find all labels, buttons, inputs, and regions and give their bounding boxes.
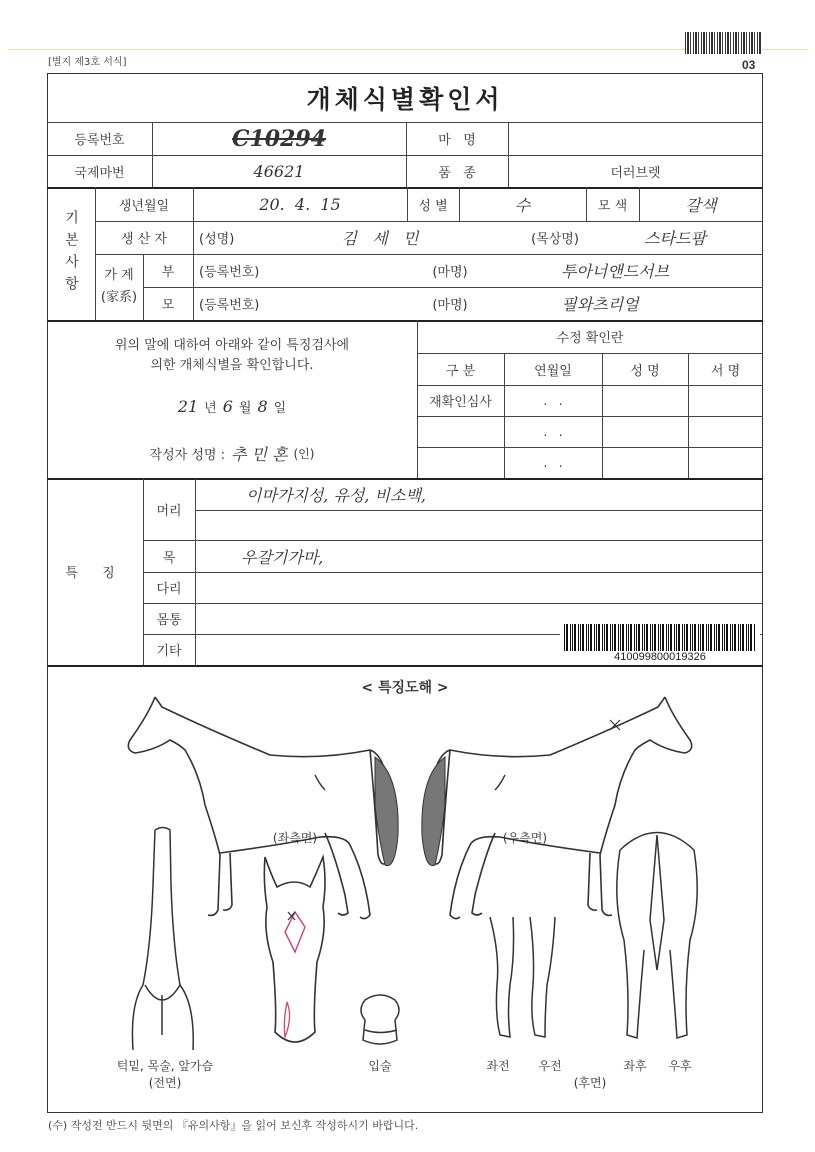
left-fore-label: 좌전 xyxy=(486,1058,510,1073)
writer-label: 작성자 성명 : xyxy=(149,447,225,463)
top-barcode xyxy=(685,32,762,54)
front-label: 턱밑, 목술, 앞가슴 xyxy=(116,1058,214,1073)
sex-value[interactable]: 수 xyxy=(514,195,531,215)
sire-name-value[interactable]: 투아너앤드서브 xyxy=(560,262,670,281)
revision-row-3-name[interactable] xyxy=(602,447,688,478)
pedigree-label: 가 계 xyxy=(104,268,134,283)
page-title: 개체식별확인서 xyxy=(306,84,504,114)
body-value[interactable] xyxy=(200,603,540,634)
front-view-label: (전면) xyxy=(148,1075,182,1090)
revision-row-3-signature[interactable] xyxy=(688,447,763,478)
left-hind-label: 좌후 xyxy=(623,1058,647,1073)
barcode-sticker xyxy=(560,622,760,662)
horse-lips-icon xyxy=(355,990,405,1050)
head-value[interactable]: 이마가지성, 유성, 비소백, xyxy=(246,485,426,505)
dam-label: 모 xyxy=(161,298,175,313)
revision-row-1-signature[interactable] xyxy=(688,385,763,416)
statement-line-2: 의한 개체식별을 확인합니다. xyxy=(150,357,314,373)
revision-row-1-name[interactable] xyxy=(602,385,688,416)
date-month-label: 월 xyxy=(238,400,252,416)
breed-label: 품 종 xyxy=(438,165,476,181)
farm-label: (목상명) xyxy=(531,232,579,247)
horse-name-label: 마 명 xyxy=(438,133,476,148)
birth-date-label: 생년월일 xyxy=(118,198,170,214)
dam-name-label: (마명) xyxy=(432,298,468,313)
coat-color-value[interactable]: 갈색 xyxy=(685,195,717,215)
lips-label: 입술 xyxy=(368,1058,392,1073)
dam-regno-label: (등록번호) xyxy=(199,298,260,313)
horse-fore-legs-icon xyxy=(485,915,560,1045)
revision-row-3-type[interactable] xyxy=(417,447,504,478)
body-label: 몸통 xyxy=(156,613,182,628)
horse-front-chest-icon xyxy=(125,825,200,1055)
revision-header-date: 연월일 xyxy=(534,363,572,379)
divider xyxy=(195,510,763,511)
writer-name[interactable]: 추 민 혼 xyxy=(230,444,288,464)
revision-title: 수정 확인란 xyxy=(556,331,624,346)
farm-value[interactable]: 스타드팜 xyxy=(644,229,706,248)
revision-header-name: 성 명 xyxy=(630,363,660,379)
breeder-label: 생 산 자 xyxy=(121,232,167,247)
left-side-label: (좌측면) xyxy=(272,830,318,845)
rear-view-label: (후면) xyxy=(573,1075,607,1090)
intl-no-value[interactable]: 46621 xyxy=(253,161,305,181)
date-year[interactable]: 21 xyxy=(177,396,199,416)
pedigree-hanja: (家系) xyxy=(100,290,138,305)
form-code: [별지 제3호 서식] xyxy=(48,57,127,68)
neck-value[interactable]: 우갈기가마, xyxy=(241,547,324,567)
breeder-name-value[interactable]: 김 세 민 xyxy=(341,229,419,248)
dam-name-value[interactable]: 필와츠리얼 xyxy=(561,295,639,314)
intl-no-label: 국제마번 xyxy=(74,165,125,181)
date-day[interactable]: 8 xyxy=(257,396,268,416)
revision-row-3-date[interactable]: . . xyxy=(543,455,563,470)
pedigree-label-group xyxy=(95,254,143,320)
confirmation-date xyxy=(47,393,417,419)
legs-value[interactable] xyxy=(200,572,760,603)
right-fore-label: 우전 xyxy=(538,1058,562,1073)
date-year-label: 년 xyxy=(204,400,217,416)
reg-no-label: 등록번호 xyxy=(74,133,125,148)
coat-color-label: 모 색 xyxy=(597,198,628,214)
other-label: 기타 xyxy=(156,644,182,659)
neck-label: 목 xyxy=(162,550,176,566)
birth-date-value[interactable]: 20. 4. 15 xyxy=(259,194,341,214)
date-day-label: 일 xyxy=(273,400,287,416)
seal-label: (인) xyxy=(293,446,315,461)
sire-name-label: (마명) xyxy=(432,265,468,280)
revision-row-2-name[interactable] xyxy=(602,416,688,447)
breeder-name-label: (성명) xyxy=(199,232,235,247)
right-hind-label: 우후 xyxy=(668,1058,692,1073)
barcode-bars xyxy=(564,624,756,651)
head-label: 머리 xyxy=(156,503,182,519)
right-side-label: (우측면) xyxy=(502,830,548,845)
legs-label: 다리 xyxy=(156,582,182,597)
reg-no-value[interactable]: C10294 xyxy=(231,125,327,152)
footer-note: (수) 작성전 반드시 뒷면의 『유의사항』을 읽어 보신후 작성하시기 바랍니다. xyxy=(48,1119,419,1132)
horse-name-value[interactable] xyxy=(508,122,763,155)
revision-header-type: 구 분 xyxy=(445,363,476,379)
revision-row-1-type: 재확인심사 xyxy=(429,395,492,410)
revision-row-2-type[interactable] xyxy=(417,416,504,447)
divider xyxy=(47,665,763,667)
revision-row-1-date[interactable]: . . xyxy=(543,393,563,408)
sire-label: 부 xyxy=(161,265,175,280)
date-month[interactable]: 6 xyxy=(222,396,233,416)
writer-row xyxy=(47,440,417,466)
other-value[interactable] xyxy=(200,634,540,665)
revision-header-signature: 서 명 xyxy=(710,363,741,379)
revision-row-2-date[interactable]: . . xyxy=(543,424,563,439)
sex-label: 성 별 xyxy=(418,198,448,214)
basic-info-section-label: 기본사항 xyxy=(63,209,79,298)
diagram-title: < 특징도해 > xyxy=(361,680,449,696)
divider xyxy=(195,478,196,665)
barcode-number: 410099800019326 xyxy=(614,651,706,663)
breed-value[interactable]: 더러브렛 xyxy=(610,165,661,181)
page-number: 03 xyxy=(742,58,756,72)
statement-line-1: 위의 말에 대하여 아래와 같이 특징검사에 xyxy=(114,337,350,353)
sire-regno-label: (등록번호) xyxy=(199,265,260,280)
revision-row-2-signature[interactable] xyxy=(688,416,763,447)
horse-hind-rear-icon xyxy=(612,820,702,1045)
features-section-label: 특 징 xyxy=(65,566,125,581)
horse-head-front-icon xyxy=(255,852,335,1052)
